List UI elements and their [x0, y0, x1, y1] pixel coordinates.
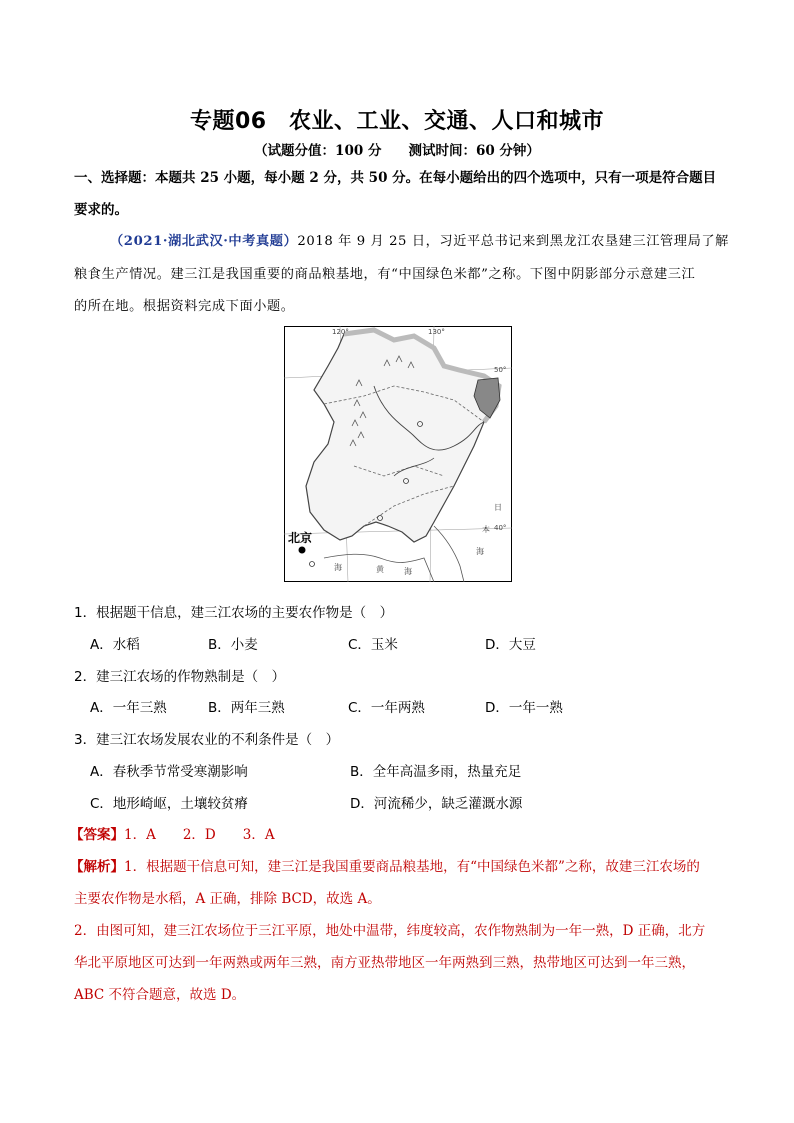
question-2-option-b[interactable]: B．两年三熟 [208, 700, 285, 716]
sea-label-5: 本 [482, 525, 490, 534]
intro-line1-text: 2018 年 9 月 25 日，习近平总书记来到黑龙江农垦建三江管理局了解 [297, 234, 729, 249]
sea-label-3: 海 [404, 567, 412, 576]
sea-label-1: 海 [334, 563, 342, 572]
lat-label-50: 50° [494, 366, 507, 374]
question-3-option-c[interactable]: C．地形崎岖，土壤较贫瘠 [90, 796, 248, 812]
question-1-option-b[interactable]: B．小麦 [208, 637, 258, 653]
intro-line1 [110, 230, 729, 249]
intro-line2: 粮食生产情况。建三江是我国重要的商品粮基地，有“中国绿色米都”之称。下图中阴影部分示意建三江 [74, 267, 696, 282]
question-1-stem: 1．根据题干信息，建三江农场的主要农作物是（ ） [74, 605, 394, 621]
lon-label-120: 120° [332, 328, 349, 336]
question-1-option-d[interactable]: D．大豆 [485, 637, 536, 653]
analysis-line4: 华北平原地区可达到一年两熟或两年三熟，南方亚热带地区一年两熟到三熟，热带地区可达到一年三熟， [74, 955, 695, 971]
question-2-option-c[interactable]: C．一年两熟 [348, 700, 425, 716]
question-3-stem: 3．建三江农场发展农业的不利条件是（ ） [74, 732, 340, 748]
question-3-option-b[interactable]: B．全年高温多雨，热量充足 [350, 764, 522, 780]
question-1-option-c[interactable]: C．玉米 [348, 637, 398, 653]
page-title: 专题06 农业、工业、交通、人口和城市 [189, 109, 605, 134]
page-subtitle: （试题分值：100 分 测试时间：60 分钟） [254, 143, 540, 159]
analysis-line3: 2．由图可知，建三江农场位于三江平原，地处中温带，纬度较高，农作物熟制为一年一熟，D 正确，北方 [74, 923, 706, 939]
sea-label-2: 黄 [376, 565, 384, 574]
answer-line [70, 823, 275, 843]
analysis-label: 【解析】 [70, 859, 124, 875]
intro-line3: 的所在地。根据资料完成下面小题。 [74, 299, 295, 314]
sea-label-4: 日 [494, 503, 502, 512]
section-instruction-line2: 要求的。 [74, 202, 128, 218]
northeast-china-map [284, 326, 512, 582]
question-2-option-d[interactable]: D．一年一熟 [485, 700, 563, 716]
question-3-option-d[interactable]: D．河流稀少，缺乏灌溉水源 [350, 796, 523, 812]
section-instruction-line1: 一、选择题：本题共 25 小题，每小题 2 分，共 50 分。在每小题给出的四个选项中，只有一项是符合题目 [74, 170, 717, 186]
question-1-option-a[interactable]: A．水稻 [90, 637, 140, 653]
analysis-text-1: 1．根据题干信息可知，建三江是我国重要商品粮基地，有“中国绿色米都”之称，故建三江农场的 [124, 859, 700, 875]
question-2-option-a[interactable]: A．一年三熟 [90, 700, 167, 716]
question-2-stem: 2．建三江农场的作物熟制是（ ） [74, 669, 286, 685]
answer-text: 1．A 2．D 3．A [124, 827, 275, 843]
lon-label-130: 130° [428, 328, 445, 336]
analysis-line5: ABC 不符合题意，故选 D。 [74, 987, 246, 1003]
lat-label-40: 40° [494, 524, 507, 532]
question-3-option-a[interactable]: A．春秋季节常受寒潮影响 [90, 764, 248, 780]
city-label-beijing: 北京 [288, 531, 313, 545]
question-source: （2021·湖北武汉·中考真题） [110, 234, 298, 249]
sea-label-6: 海 [476, 547, 484, 556]
analysis-line2: 主要农作物是水稻，A 正确，排除 BCD，故选 A。 [74, 891, 381, 907]
answer-label: 【答案】 [70, 827, 124, 843]
beijing-marker [299, 547, 306, 554]
analysis-line1 [70, 855, 700, 875]
